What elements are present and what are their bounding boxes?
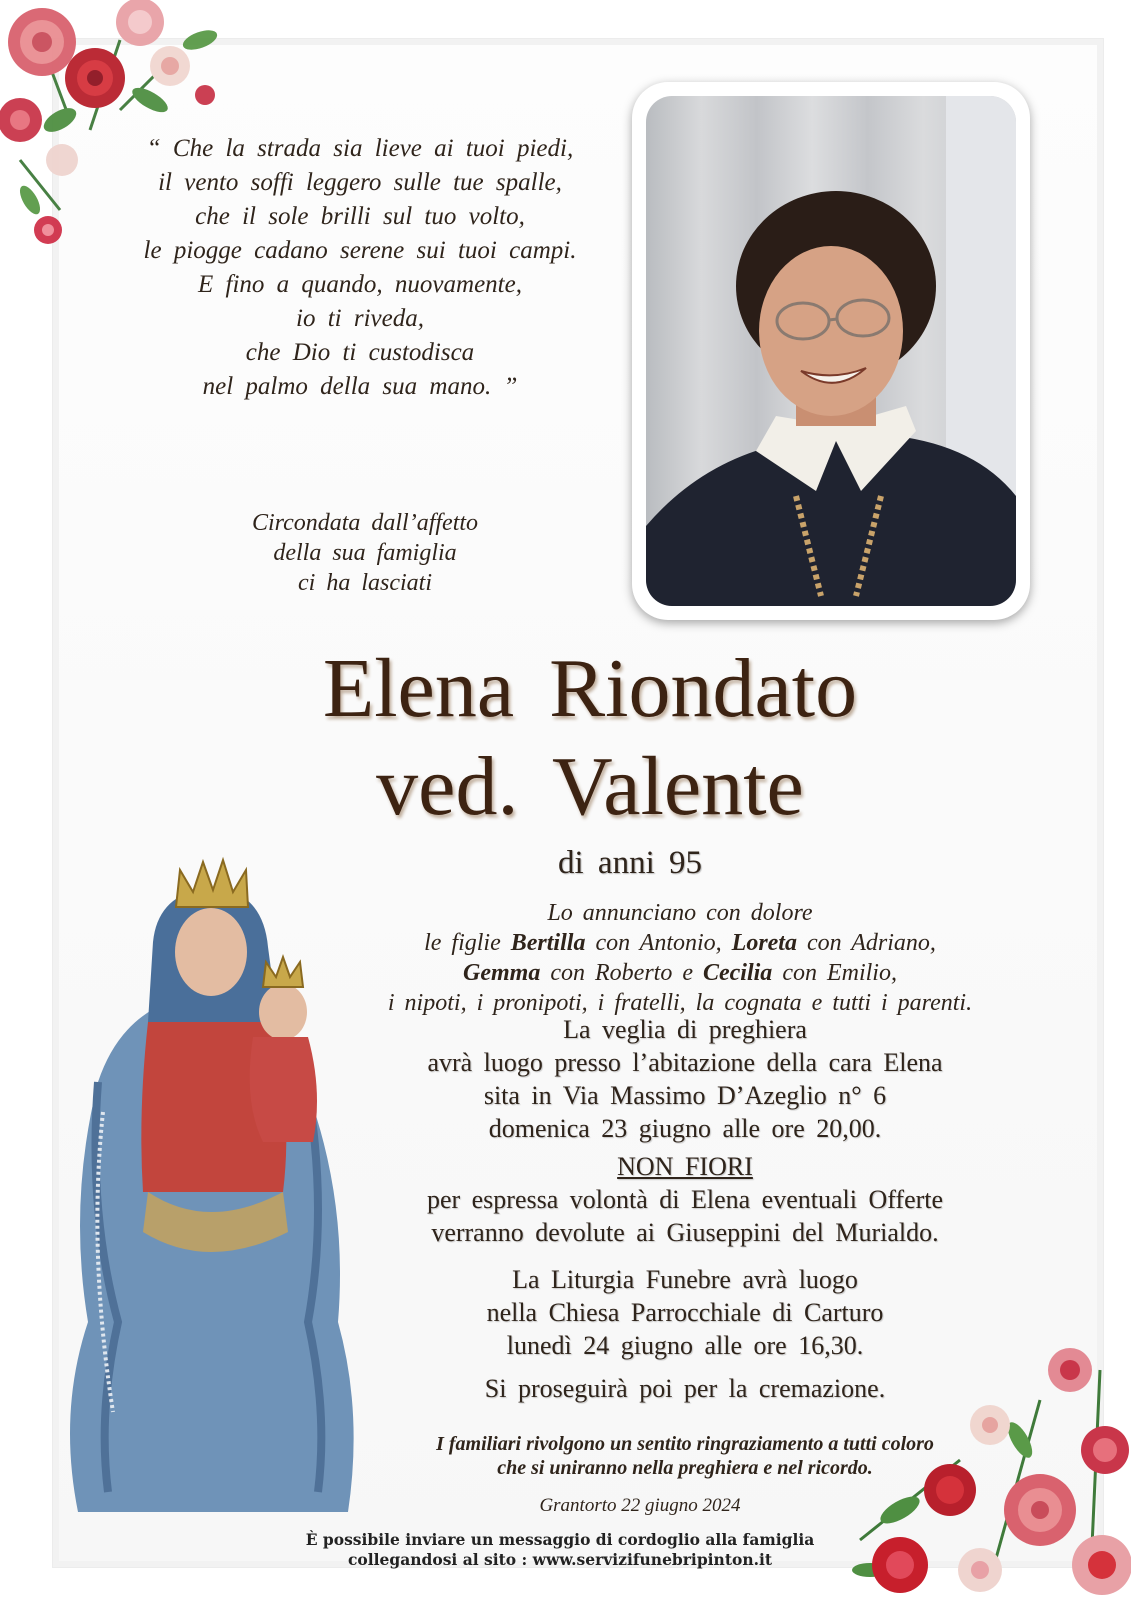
quote-line: le piogge cadano serene sui tuoi campi. (143, 237, 577, 264)
name-line-1: Elena Riondato (322, 642, 858, 735)
non-fiori-line: verranno devolute ai Giuseppini del Murialdo. (431, 1218, 939, 1247)
portrait-photo (632, 82, 1030, 620)
poem-quote (120, 132, 600, 404)
portrait-image (646, 96, 1016, 606)
veglia-line: avrà luogo presso l’abitazione della cara Elena (427, 1048, 943, 1077)
name-line-2: ved. Valente (376, 740, 804, 833)
quote-line: “ Che la strada sia lieve ai tuoi piedi, (146, 135, 574, 162)
deceased-name (210, 640, 970, 836)
non-fiori-section (335, 1150, 1035, 1249)
veglia-line: sita in Via Massimo D’Azeglio n° 6 (483, 1081, 887, 1110)
non-fiori-title: NON FIORI (617, 1152, 753, 1181)
announcement (330, 898, 1030, 1018)
madonna-statue-image (58, 852, 368, 1512)
name-loreta: Loreta (731, 930, 797, 956)
quote-line: nel palmo della sua mano. ” (202, 373, 518, 400)
announcement-line: i nipoti, i pronipoti, i fratelli, la cognata e tutti i parenti. (387, 990, 973, 1016)
liturgia-line: La Liturgia Funebre avrà luogo (512, 1265, 858, 1294)
quote-line: che Dio ti custodisca (245, 339, 475, 366)
name-cecilia: Cecilia (702, 960, 773, 986)
announcement-line: le figlie Bertilla con Antonio, Loreta con Adriano, (424, 930, 936, 956)
affetto-text (200, 508, 530, 598)
condolence-note (230, 1530, 890, 1570)
thanks-line: che si uniranno nella preghiera e nel ricordo. (497, 1457, 873, 1479)
age-text: di anni 95 (558, 845, 702, 881)
flower-bouquet-bottom-right (840, 1340, 1131, 1600)
condolence-line: È possibile inviare un messaggio di cordoglio alla famiglia (305, 1530, 815, 1549)
cremazione-text: Si proseguirà poi per la cremazione. (484, 1374, 886, 1403)
website-link[interactable]: collegandosi al sito : www.servizifunebripinton.it (347, 1550, 773, 1569)
name-bertilla: Bertilla (510, 930, 586, 956)
veglia-line: La veglia di preghiera (563, 1015, 807, 1044)
affetto-line: Circondata dall’affetto (251, 510, 479, 536)
quote-line: che il sole brilli sul tuo volto, (195, 203, 525, 230)
announcement-line: Gemma con Roberto e Cecilia con Emilio, (463, 960, 897, 986)
veglia-section (335, 1013, 1035, 1145)
affetto-line: della sua famiglia (273, 540, 457, 566)
quote-line: il vento soffi leggero sulle tue spalle, (158, 169, 562, 196)
non-fiori-line: per espressa volontà di Elena eventuali Offerte (426, 1185, 944, 1214)
announcement-line: Lo annunciano con dolore (547, 900, 813, 926)
affetto-line: ci ha lasciati (298, 570, 432, 596)
thanks-line: I familiari rivolgono un sentito ringraziamento a tutti coloro (436, 1433, 934, 1455)
quote-line: io ti riveda, (296, 305, 424, 332)
liturgia-line: nella Chiesa Parrocchiale di Carturo (486, 1298, 884, 1327)
name-gemma: Gemma (463, 960, 541, 986)
liturgia-line: lunedì 24 giugno alle ore 16,30. (506, 1331, 864, 1360)
place-date: Grantorto 22 giugno 2024 (539, 1495, 741, 1516)
veglia-line: domenica 23 giugno alle ore 20,00. (488, 1114, 882, 1143)
quote-line: E fino a quando, nuovamente, (198, 271, 522, 298)
